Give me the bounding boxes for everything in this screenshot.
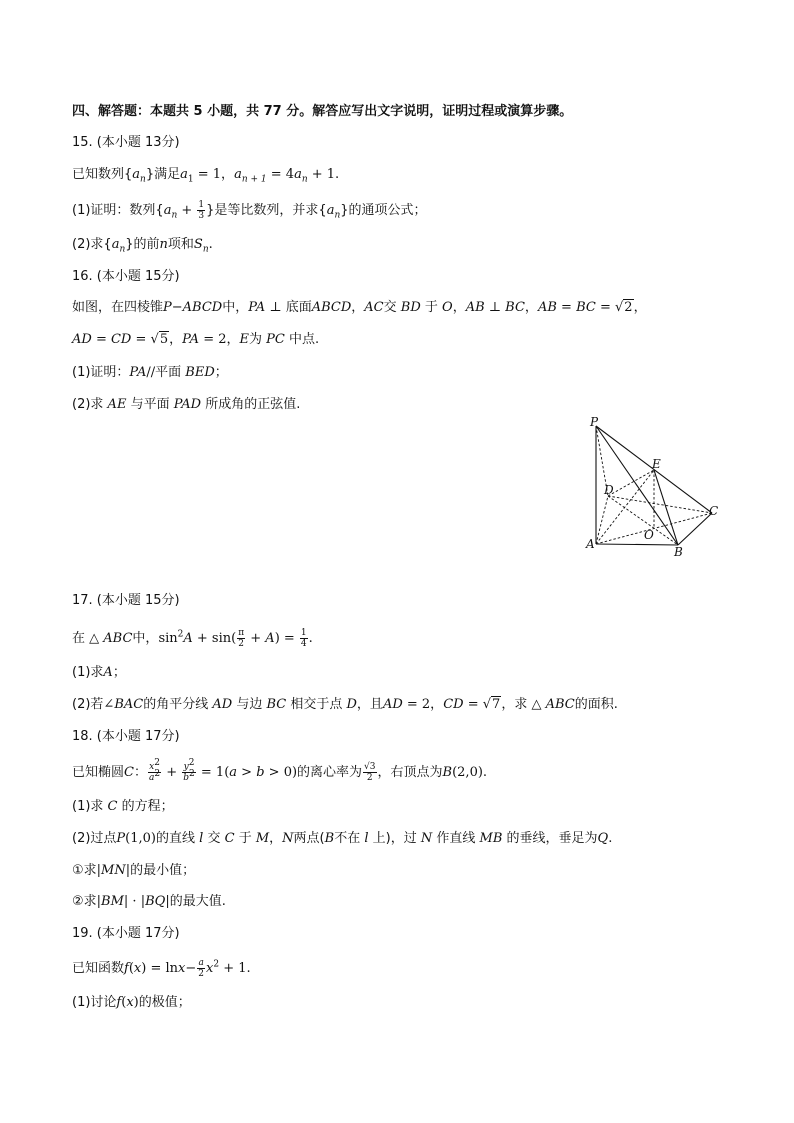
q19-part1: (1)讨论f(x)的极值； xyxy=(72,995,191,1010)
label-e: E xyxy=(652,457,661,471)
q18-part2: (2)过点P(1,0)的直线 l 交 C 于 M，N两点(B不在 l 上)，过 N 作直线 MB 的垂线，垂足为Q. xyxy=(72,831,613,846)
q16-part1: (1)证明：PA//平面 BED； xyxy=(72,365,228,380)
segment-eb xyxy=(654,470,678,545)
q18-header: 18. (本小题 17分) xyxy=(72,729,180,744)
q18-part1: (1)求 C 的方程； xyxy=(72,799,174,814)
label-o: O xyxy=(644,528,654,542)
q18-sub2: ②求|BM| · |BQ|的最大值. xyxy=(72,894,226,909)
label-c: C xyxy=(709,504,719,518)
q17-stem: 在 △ ABC中，$\sin^2A + \sin$( $\frac{\pi}{2}$ + A) = $\frac{1}{4}$ . xyxy=(72,628,313,649)
label-d: D xyxy=(604,483,614,497)
q15-part2: (2)求$\{a_n\}$的前n项和$S_n$. xyxy=(72,237,213,255)
q15-part1: (1)证明：数列{$a_n$ + $\frac{1}{3}$ }是等比数列，并求$\{a_n\}$的通项公式； xyxy=(72,200,427,221)
q18-stem: 已知椭圆C： $\frac{x^2}{a^2}$ + $\frac{y^2}{b^2}$ = 1(a > b > 0)的离心率为 $\frac{√3}{2}$ ，右顶点为B(2,0). xyxy=(72,758,488,783)
q19-header: 19. (本小题 17分) xyxy=(72,926,180,941)
q17-part2: (2)若∠BAC的角平分线 AD 与边 BC 相交于点 D，且AD = 2，CD = √7，求 △ ABC的面积. xyxy=(72,697,618,712)
pyramid-figure xyxy=(582,414,722,562)
q16-line1: 如图，在四棱锥P−ABCD中，PA ⊥ 底面ABCD，AC交 BD 于 O，AB ⊥ BC，AB = BC = √2， xyxy=(72,300,647,315)
q15-stem: 已知数列$\{a_n\}$满足$a_1 = 1$，$a_{n + 1} = 4a_n + 1$. xyxy=(72,167,340,185)
q16-line2: AD = CD = √5，PA = 2，E为 PC 中点. xyxy=(72,332,320,347)
section-heading: 四、解答题：本题共 5 小题，共 77 分。解答应写出文字说明，证明过程或演算步骤。 xyxy=(72,104,573,119)
edge-dc xyxy=(608,496,712,513)
label-a: A xyxy=(586,537,595,551)
q18-sub1: ①求|MN|的最小值； xyxy=(72,863,196,878)
q16-part2: (2)求 AE 与平面 PAD 所成角的正弦值. xyxy=(72,397,301,412)
q17-header: 17. (本小题 15分) xyxy=(72,593,180,608)
segment-de xyxy=(608,470,654,496)
q16-header: 16. (本小题 15分) xyxy=(72,269,180,284)
q15-header: 15. (本小题 13分) xyxy=(72,135,180,150)
q19-stem: 已知函数f(x) = lnx− $\frac{a}{2}$ $x^2 + 1$. xyxy=(72,958,251,979)
edge-bc xyxy=(678,513,712,545)
label-b: B xyxy=(674,545,683,559)
label-p: P xyxy=(590,415,599,429)
q17-part1: (1)求A； xyxy=(72,665,126,680)
edge-ab xyxy=(596,544,678,545)
